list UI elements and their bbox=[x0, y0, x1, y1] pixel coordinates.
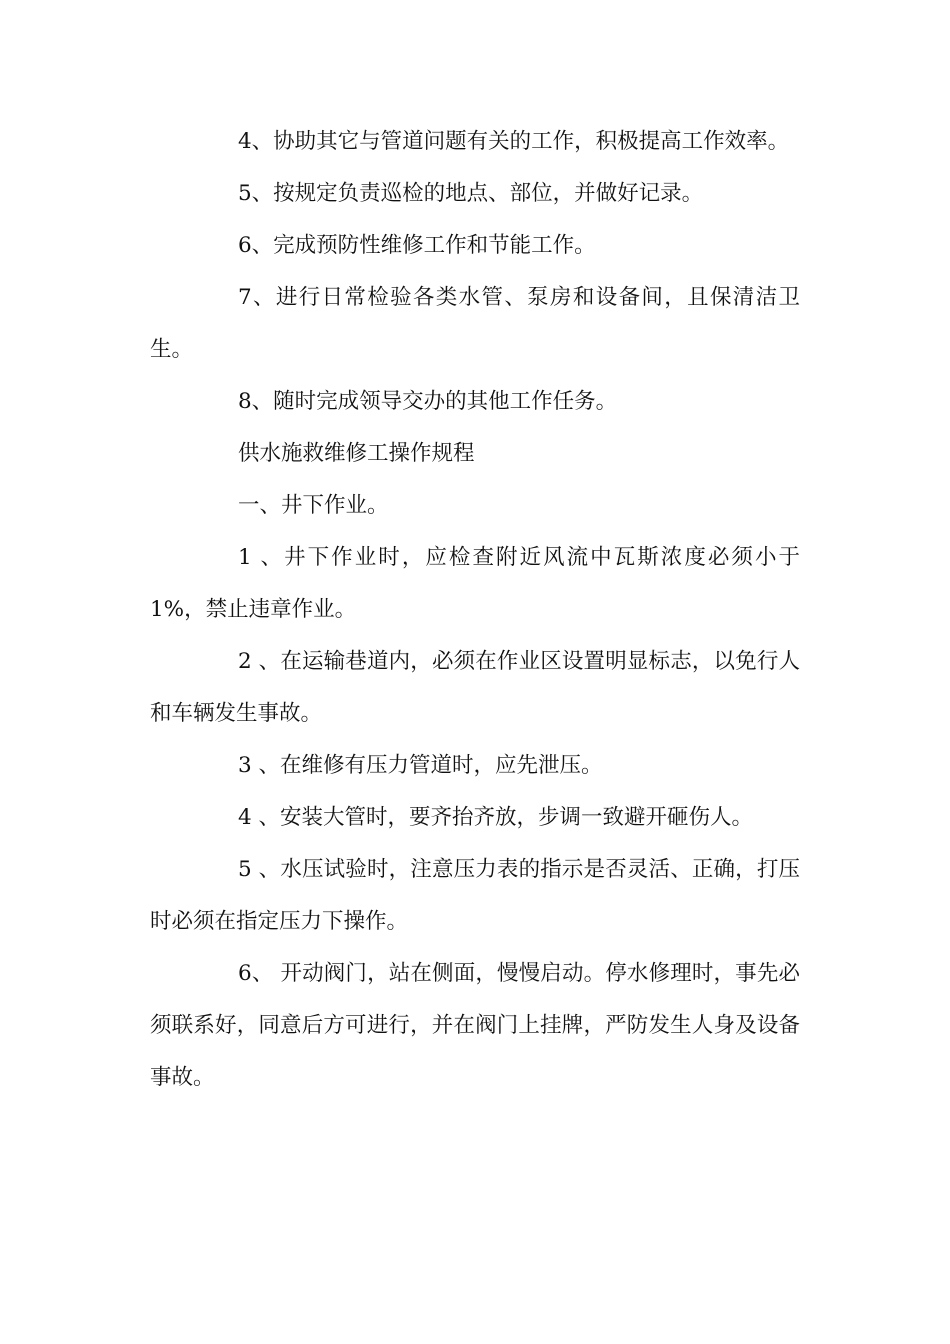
paragraph-item-7: 7、进行日常检验各类水管、泵房和设备间，且保清洁卫生。 bbox=[150, 285, 800, 362]
section-title: 供水施救维修工操作规程 bbox=[238, 441, 475, 466]
rule-item-3: 3 、在维修有压力管道时，应先泄压。 bbox=[238, 753, 603, 778]
rule-item-1: 1 、井下作业时，应检查附近风流中瓦斯浓度必须小于1%，禁止违章作业。 bbox=[150, 545, 800, 622]
paragraph-item-5: 5、按规定负责巡检的地点、部位，并做好记录。 bbox=[238, 181, 704, 206]
rule-item-5: 5 、水压试验时，注意压力表的指示是否灵活、正确，打压时必须在指定压力下操作。 bbox=[150, 857, 800, 934]
document-body bbox=[150, 116, 800, 1104]
paragraph-item-6: 6、完成预防性维修工作和节能工作。 bbox=[238, 233, 596, 258]
rule-item-4: 4 、安装大管时，要齐抬齐放，步调一致避开砸伤人。 bbox=[238, 805, 754, 830]
rule-item-2: 2 、在运输巷道内，必须在作业区设置明显标志，以免行人和车辆发生事故。 bbox=[150, 649, 800, 726]
section-heading-underground-work: 一、井下作业。 bbox=[238, 493, 389, 518]
rule-item-6: 6、 开动阀门，站在侧面，慢慢启动。停水修理时，事先必须联系好，同意后方可进行，并在阀门上挂牌，严防发生人身及设备事故。 bbox=[150, 961, 800, 1090]
paragraph-item-4: 4、协助其它与管道问题有关的工作，积极提高工作效率。 bbox=[238, 129, 790, 154]
paragraph-item-8: 8、随时完成领导交办的其他工作任务。 bbox=[238, 389, 618, 414]
